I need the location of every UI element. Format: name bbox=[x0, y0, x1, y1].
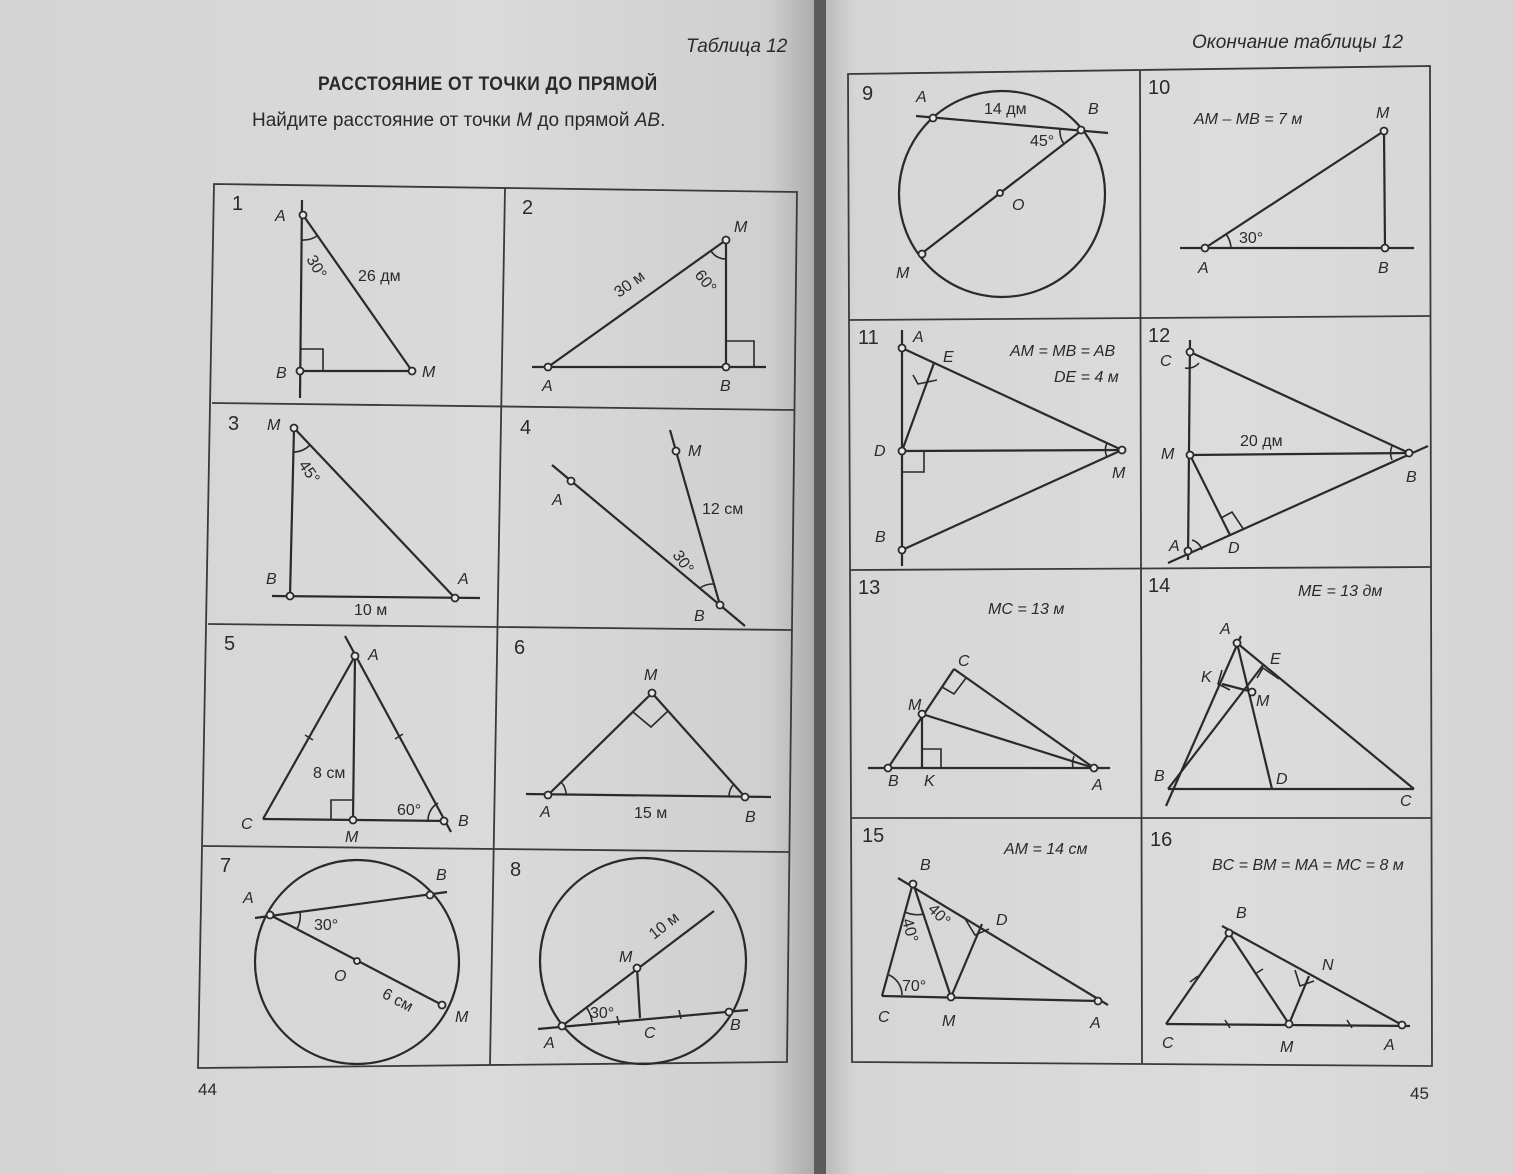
point-label: A bbox=[544, 1035, 555, 1052]
point-label: A bbox=[552, 492, 563, 509]
figure-16 bbox=[1150, 829, 1410, 1056]
point-label: E bbox=[943, 349, 954, 366]
point-label: M bbox=[1280, 1039, 1294, 1056]
point-label: M bbox=[1112, 465, 1126, 482]
problem-number: 9 bbox=[862, 83, 874, 105]
point-label: M bbox=[644, 667, 658, 684]
condition-2: DE = 4 м bbox=[1054, 369, 1119, 386]
condition: MC = 13 м bbox=[988, 601, 1065, 618]
figure-1 bbox=[232, 193, 436, 398]
problem-number: 3 bbox=[228, 413, 240, 435]
point-label: A bbox=[275, 208, 286, 225]
page-title: РАССТОЯНИЕ ОТ ТОЧКИ ДО ПРЯМОЙ bbox=[318, 74, 658, 95]
point-label: M bbox=[619, 949, 633, 966]
length-label: 10 м bbox=[645, 909, 683, 944]
point-label: A bbox=[913, 329, 924, 346]
angle-label-2: 40° bbox=[924, 900, 954, 930]
angle-label: 30° bbox=[302, 252, 330, 282]
point-label: B bbox=[920, 857, 931, 874]
angle-label: 45° bbox=[294, 457, 323, 488]
point-label: B bbox=[458, 813, 469, 830]
page-number-left: 44 bbox=[198, 1080, 217, 1099]
figure-14 bbox=[1148, 575, 1414, 810]
point-label: A bbox=[458, 571, 469, 588]
point-label: B bbox=[1406, 469, 1417, 486]
point-label: C bbox=[958, 653, 970, 670]
point-label: M bbox=[345, 829, 359, 846]
figure-3 bbox=[228, 413, 480, 619]
problem-number: 1 bbox=[232, 193, 244, 215]
problem-number: 12 bbox=[1148, 325, 1171, 347]
problem-number: 6 bbox=[514, 637, 526, 659]
point-label: A bbox=[368, 647, 379, 664]
angle-label-3: 70° bbox=[902, 978, 927, 995]
point-label: C bbox=[878, 1009, 890, 1026]
problem-number: 8 bbox=[510, 859, 522, 881]
figure-15 bbox=[862, 825, 1108, 1032]
angle-label: 45° bbox=[1030, 133, 1055, 150]
condition: BC = BM = MA = MC = 8 м bbox=[1212, 857, 1404, 874]
point-label: A bbox=[540, 804, 551, 821]
point-label: B bbox=[276, 365, 287, 382]
problem-number: 13 bbox=[858, 577, 881, 599]
condition: AM – MB = 7 м bbox=[1194, 111, 1303, 128]
problem-number: 16 bbox=[1150, 829, 1173, 851]
angle-label-1: 40° bbox=[898, 916, 921, 945]
point-label: A bbox=[1198, 260, 1209, 277]
point-label: N bbox=[1322, 957, 1334, 974]
figure-2 bbox=[522, 197, 766, 395]
point-label: M bbox=[267, 417, 281, 434]
point-label: K bbox=[1201, 669, 1212, 686]
point-label: A bbox=[1384, 1037, 1395, 1054]
point-label: E bbox=[1270, 651, 1281, 668]
problem-number: 10 bbox=[1148, 77, 1171, 99]
angle-label: 60° bbox=[397, 802, 422, 819]
angle-label: 30° bbox=[590, 1005, 615, 1022]
point-label: M bbox=[1256, 693, 1270, 710]
point-label: A bbox=[1220, 621, 1231, 638]
figure-9 bbox=[862, 83, 1108, 297]
point-label: B bbox=[694, 608, 705, 625]
problem-number: 7 bbox=[220, 855, 232, 877]
condition-1: AM = MB = AB bbox=[1010, 343, 1116, 360]
table-continuation-label: Окончание таблицы 12 bbox=[1192, 32, 1404, 53]
point-label: A bbox=[243, 890, 254, 907]
length-label: 12 см bbox=[702, 501, 744, 518]
point-label: C bbox=[1162, 1035, 1174, 1052]
point-label: M bbox=[942, 1013, 956, 1030]
point-label: B bbox=[720, 378, 731, 395]
point-label: M bbox=[1376, 105, 1390, 122]
point-label: B bbox=[875, 529, 886, 546]
angle-label: 60° bbox=[690, 266, 720, 297]
page-number-right: 45 bbox=[1410, 1084, 1429, 1103]
problem-number: 14 bbox=[1148, 575, 1171, 597]
point-label: B bbox=[266, 571, 277, 588]
length-label: 15 м bbox=[634, 805, 668, 822]
point-label: C bbox=[644, 1025, 656, 1042]
point-label: C bbox=[1400, 793, 1412, 810]
length-label: 10 м bbox=[354, 602, 388, 619]
problem-number: 11 bbox=[858, 327, 879, 349]
point-label: B bbox=[1088, 101, 1099, 118]
condition: AM = 14 см bbox=[1004, 841, 1088, 858]
point-label: K bbox=[924, 773, 935, 790]
figure-12 bbox=[1148, 325, 1428, 563]
problem-number: 15 bbox=[862, 825, 885, 847]
point-label: O bbox=[1012, 197, 1025, 214]
length-label: 30 м bbox=[611, 267, 649, 302]
point-label: A bbox=[1169, 538, 1180, 555]
point-label: B bbox=[730, 1017, 741, 1034]
point-label: M bbox=[1161, 446, 1175, 463]
point-label: M bbox=[455, 1009, 469, 1026]
point-label: B bbox=[1154, 768, 1165, 785]
point-label: D bbox=[1276, 771, 1288, 788]
length-label: 26 дм bbox=[358, 268, 401, 285]
point-label: A bbox=[916, 89, 927, 106]
problem-number: 4 bbox=[520, 417, 532, 439]
problem-number: 2 bbox=[522, 197, 534, 219]
point-label: A bbox=[1090, 1015, 1101, 1032]
figure-11 bbox=[858, 327, 1126, 566]
point-label: B bbox=[1236, 905, 1247, 922]
point-label: O bbox=[334, 968, 347, 985]
figure-8 bbox=[510, 858, 748, 1064]
point-label: C bbox=[1160, 353, 1172, 370]
angle-label: 30° bbox=[668, 547, 697, 578]
point-label: A bbox=[1092, 777, 1103, 794]
length-label: 14 дм bbox=[984, 101, 1027, 118]
condition: ME = 13 дм bbox=[1298, 583, 1383, 600]
figure-5 bbox=[224, 633, 469, 846]
point-label: C bbox=[241, 816, 253, 833]
table-label: Таблица 12 bbox=[686, 36, 788, 57]
point-label: M bbox=[734, 219, 748, 236]
point-label: M bbox=[908, 697, 922, 714]
figure-7 bbox=[220, 855, 469, 1064]
point-label: B bbox=[888, 773, 899, 790]
figure-4 bbox=[520, 417, 745, 626]
point-label: B bbox=[1378, 260, 1389, 277]
length-label: 20 дм bbox=[1240, 433, 1283, 450]
left-table-grid bbox=[198, 184, 797, 1068]
point-label: B bbox=[436, 867, 447, 884]
point-label: D bbox=[874, 443, 886, 460]
point-label: B bbox=[745, 809, 756, 826]
point-label: M bbox=[896, 265, 910, 282]
angle-label: 30° bbox=[314, 917, 339, 934]
problem-number: 5 bbox=[224, 633, 236, 655]
point-label: A bbox=[542, 378, 553, 395]
point-label: M bbox=[422, 364, 436, 381]
figure-13 bbox=[858, 577, 1110, 794]
angle-label: 30° bbox=[1239, 230, 1264, 247]
length-label: 6 см bbox=[379, 985, 416, 1016]
figure-6 bbox=[514, 637, 771, 826]
point-label: M bbox=[688, 443, 702, 460]
figure-10 bbox=[1148, 77, 1414, 277]
point-label: D bbox=[1228, 540, 1240, 557]
page-subtitle: Найдите расстояние от точки M до прямой AB. bbox=[252, 110, 666, 131]
point-label: D bbox=[996, 912, 1008, 929]
length-label: 8 см bbox=[313, 765, 346, 782]
